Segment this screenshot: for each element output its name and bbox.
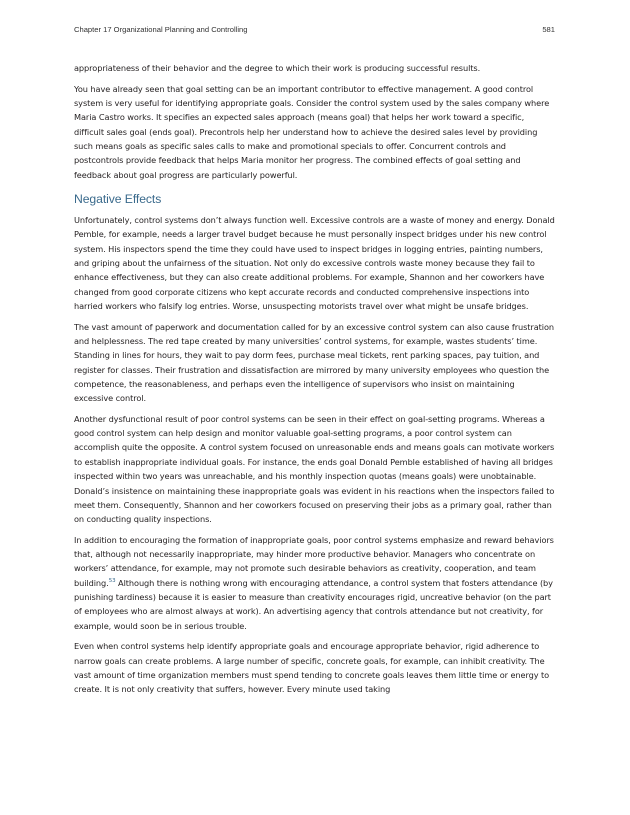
paragraph-excessive-controls: Unfortunately, control systems don’t always function well. Excessive controls are a waste of money and energy. Donald Pemble, for example, needs a larger travel budget because he must personally inspect bridges under his new control system. His inspectors spend the time they could have used to inspect bridges in logging entries, painting numbers, and griping about the unfairness of the situation. Not only do excessive controls waste money because they fail to enhance effectiveness, but they can also create additional problems. For example, Shannon and her coworkers have changed from good corporate citizens who kept accurate records and conducted comprehensive inspections into harried workers who falsify log entries. Worse, unsuspecting motorists travel over what might be unsafe bridges. [74, 214, 555, 311]
page-number: 581 [542, 25, 555, 34]
paragraph-inappropriate-goals [74, 533, 556, 633]
paragraph-text-part1: In addition to encouraging the formation of inappropriate goals, poor control systems emphasize and reward behaviors that, although not necessarily inappropriate, may hinder more productive behavior. Managers who concentrate on workers’ attendance, for example, may not promote such desirable behaviors as creativity, cooperation, and team building. [74, 534, 554, 588]
paragraph-goal-setting-programs: Another dysfunctional result of poor control systems can be seen in their effect on goal-setting programs. Whereas a good control system can help design and monitor valuable goal-setting programs, a poor control system can accomplish quite the opposite. A control system focused on unreasonable ends and means goals can motivate workers to establish inappropriate individual goals. For instance, the ends goal Donald Pemble established of having all bridges inspected within two years was unreachable, and his monthly inspection quotas (means goals) were unobtainable. Donald’s insistence on maintaining these inappropriate goals was evident in his reactions when the inspectors failed to meet them. Consequently, Shannon and her coworkers focused on preserving their jobs as a primary goal, rather than on conducting quality inspections. [74, 413, 555, 525]
paragraph-rigid-adherence: Even when control systems help identify appropriate goals and encourage appropriate behavior, rigid adherence to narrow goals can create problems. A large number of specific, concrete goals, for example, can inhibit creativity. The vast amount of time organization members must spend tending to concrete goals leaves them little time or energy to create. It is not only creativity that suffers, however. Every minute used taking [74, 641, 550, 695]
body-text [74, 61, 556, 703]
paragraph-continuation: appropriateness of their behavior and the degree to which their work is producing successful results. [74, 63, 481, 73]
section-heading-negative-effects: Negative Effects [74, 191, 162, 206]
paragraph-text-part2: Although there is nothing wrong with encouraging attendance, a control system that fosters attendance (by punishing tardiness) because it is easier to measure than creativity encourages rigid, uncreative behavior (on the part of employees who are almost always at work). An advertising agency that controls attendance but not creativity, for example, would soon be in serious trouble. [74, 577, 553, 631]
paragraph-paperwork: The vast amount of paperwork and documentation called for by an excessive control system can also cause frustration and helplessness. The red tape created by many universities’ control systems, for example, wastes students’ time. Standing in lines for hours, they wait to pay dorm fees, purchase meal tickets, rent parking spaces, pay tuition, and register for classes. Their frustration and dissatisfaction are mirrored by many university employees who question the competence, the reasonableness, and perhaps even the intelligence of supervisors who insist on maintaining excessive control. [74, 321, 555, 404]
running-header [74, 25, 555, 37]
paragraph-goal-setting: You have already seen that goal setting can be an important contributor to effective management. A good control system is very useful for identifying appropriate goals. Consider the control system used by the sales company where Maria Castro works. It specifies an expected sales approach (means goal) that helps her work toward a specific, difficult sales goal (ends goal). Precontrols help her understand how to achieve the desired sales level by providing such means goals as specific sales calls to make and promotional specials to offer. Concurrent controls and postcontrols provide feedback that helps Maria monitor her progress. The combined effects of goal setting and feedback about goal progress are particularly powerful. [74, 83, 550, 180]
chapter-title: Chapter 17 Organizational Planning and Controlling [74, 25, 248, 34]
footnote-reference-link[interactable]: 53 [108, 577, 116, 584]
